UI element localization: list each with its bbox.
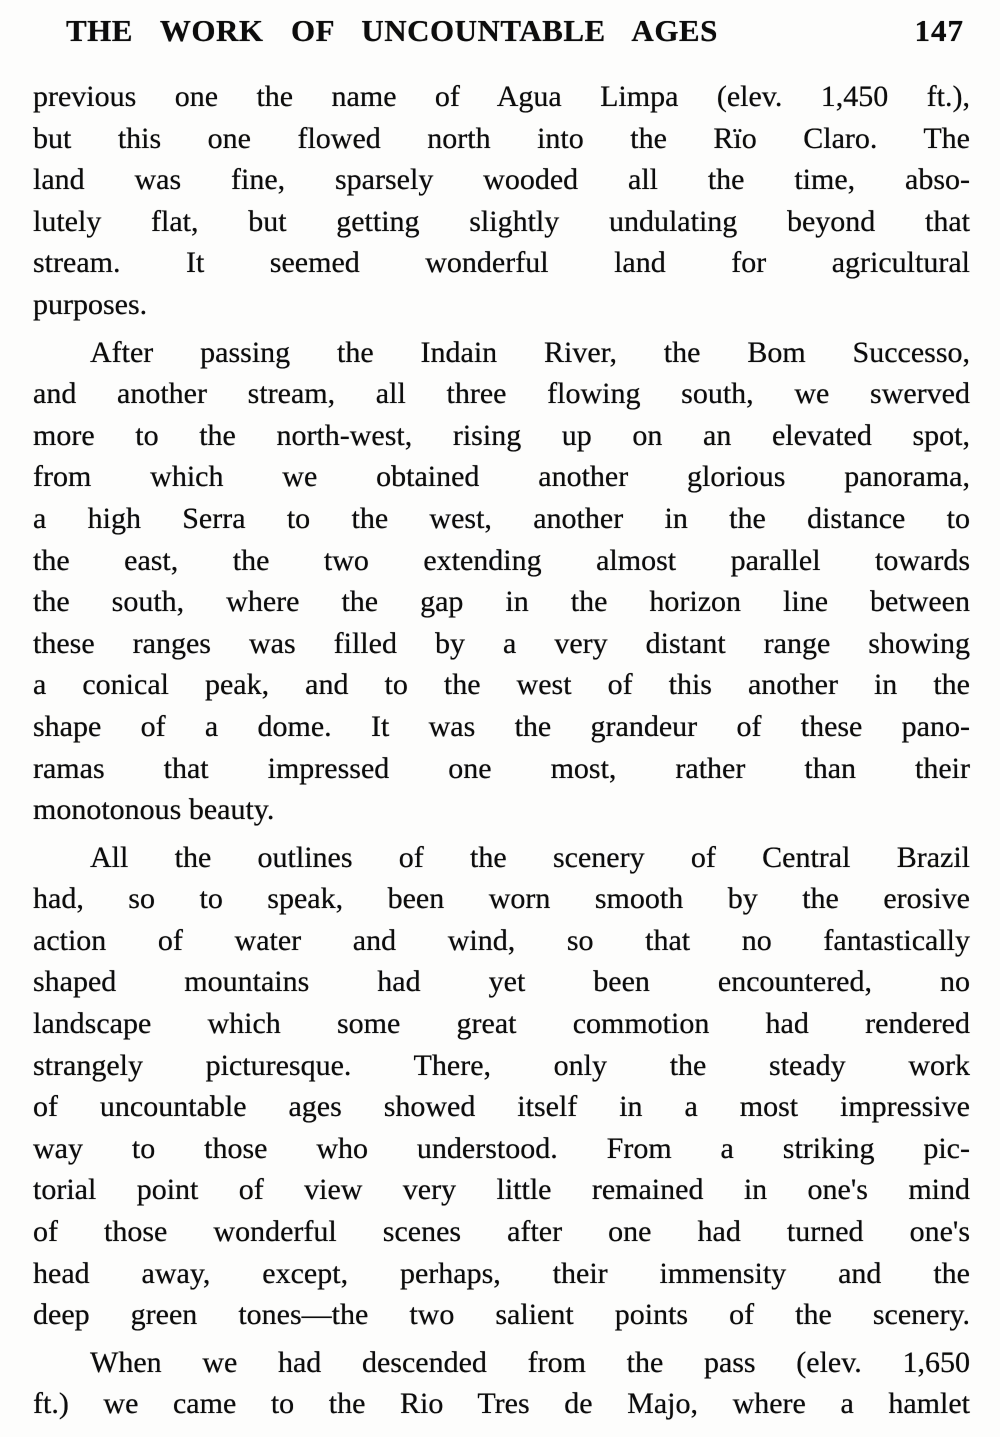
text-line: purposes.: [33, 287, 148, 321]
text-line: landscape which some great commotion had rendered: [33, 1007, 970, 1041]
text-line: ramas that impressed one most, rather than their: [33, 751, 970, 785]
text-line: but this one flowed north into the Rïo Claro. The: [33, 121, 970, 155]
text-line: After passing the Indain River, the Bom Successo,: [90, 335, 970, 369]
text-line: action of water and wind, so that no fantastically: [33, 923, 970, 957]
text-line: ft.) we came to the Rio Tres de Majo, where a hamlet: [33, 1387, 970, 1421]
page-body: [0, 50, 1000, 1425]
page-number: 147: [914, 13, 964, 48]
text-line: previous one the name of Agua Limpa (elev. 1,450 ft.),: [33, 80, 970, 113]
text-line: the south, where the gap in the horizon line between: [33, 585, 970, 619]
text-line: shaped mountains had yet been encountered, no: [33, 965, 970, 999]
paragraph: [33, 837, 970, 1336]
text-line: land was fine, sparsely wooded all the time, abso-: [33, 163, 970, 197]
text-line: All the outlines of the scenery of Central Brazil: [90, 840, 970, 874]
text-line: stream. It seemed wonderful land for agricultural: [33, 246, 970, 280]
text-line: a high Serra to the west, another in the distance to: [33, 501, 970, 535]
text-line: torial point of view very little remained in one's mind: [33, 1173, 970, 1207]
text-line: monotonous beauty.: [33, 793, 275, 827]
paragraph: [33, 1342, 970, 1425]
text-line: deep green tones—the two salient points of the scenery.: [33, 1298, 970, 1332]
text-line: lutely flat, but getting slightly undulating beyond that: [33, 204, 970, 238]
page-title: THE WORK OF UNCOUNTABLE AGES: [66, 13, 718, 48]
text-line: more to the north-west, rising up on an elevated spot,: [33, 418, 970, 452]
text-line: of uncountable ages showed itself in a most impressive: [33, 1090, 970, 1124]
text-line: way to those who understood. From a striking pic-: [33, 1131, 970, 1165]
text-line: the east, the two extending almost parallel towards: [33, 543, 970, 577]
text-line: these ranges was filled by a very distant range showing: [33, 626, 970, 660]
text-line: shape of a dome. It was the grandeur of these pano-: [33, 709, 970, 743]
text-line: strangely picturesque. There, only the steady work: [33, 1048, 970, 1082]
text-line: and another stream, all three flowing south, we swerved: [33, 377, 970, 411]
text-line: of those wonderful scenes after one had turned one's: [33, 1215, 970, 1249]
paragraph: [33, 76, 970, 326]
text-line: head away, except, perhaps, their immensity and the: [33, 1256, 970, 1290]
paragraph: [33, 332, 970, 831]
running-head: [0, 0, 1000, 50]
text-line: from which we obtained another glorious panorama,: [33, 460, 970, 494]
text-line: When we had descended from the pass (elev. 1,650: [90, 1345, 970, 1379]
text-line: a conical peak, and to the west of this another in the: [33, 668, 970, 702]
text-line: had, so to speak, been worn smooth by the erosive: [33, 882, 970, 916]
